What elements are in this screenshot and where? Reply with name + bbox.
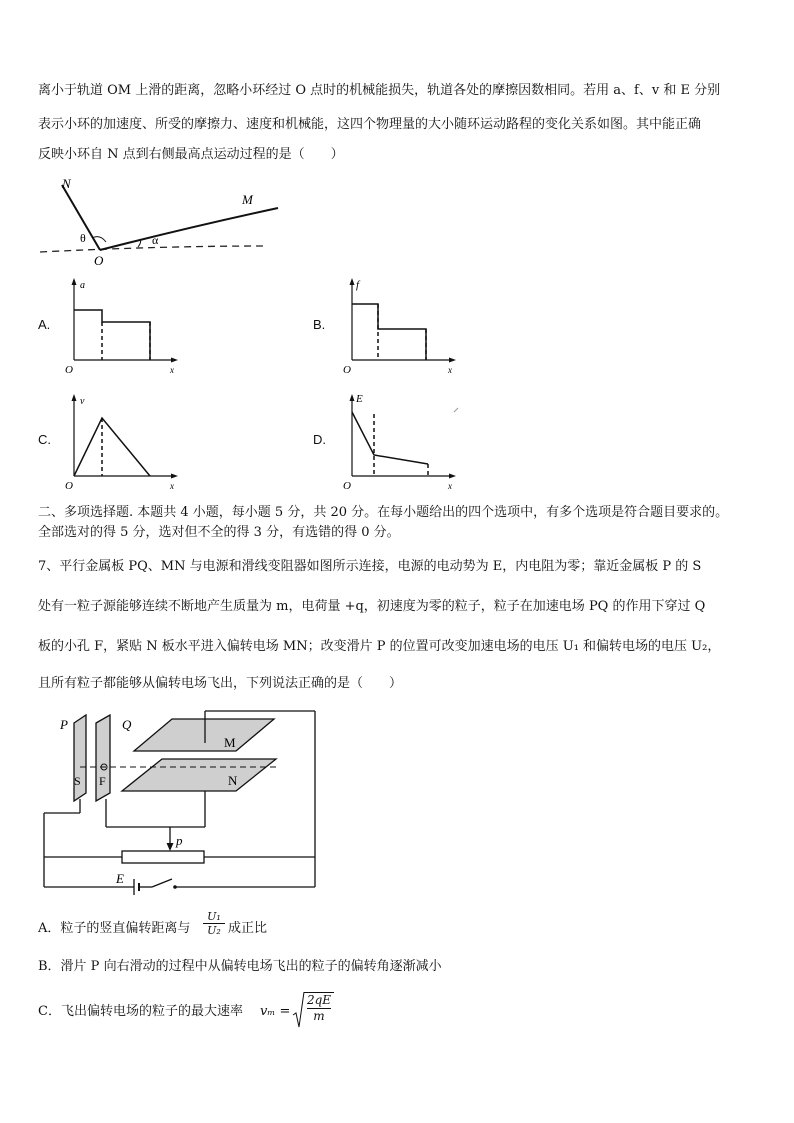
q7-option-a-text: A．粒子的竖直偏转距离与 [38,921,191,936]
q7-option-a [38,919,190,939]
q7-option-b: B．滑片 P 向右滑动的过程中从偏转电场飞出的粒子的偏转角逐渐减小 [38,959,442,974]
plate-n [122,759,276,791]
q7-text-line-3: 板的小孔 F，紧贴 N 板水平进入偏转电场 MN；改变滑片 P 的位置可改变加速电场的电压 U₁ 和偏转电场的电压 U₂， [38,639,721,654]
q7-option-c-var: vₘ = [260,1004,291,1019]
svg-text:P: P [60,717,68,732]
section-2-line-1: 二、多项选择题. 本题共 4 小题，每小题 5 分，共 20 分。在每小题给出的四个选项中，有多个选项是符合题目要求的。 [38,505,729,520]
svg-text:S: S [74,774,81,788]
svg-text:E: E [356,393,363,405]
option-c-graph [62,392,182,492]
svg-text:x: x [448,365,452,375]
option-a-label: A. [38,317,51,332]
option-d-label: D. [313,432,326,447]
plate-p [74,715,86,801]
svg-text:O: O [343,480,351,492]
switch [152,879,172,887]
q7-option-c-text: C．飞出偏转电场的粒子的最大速率 [38,1004,243,1019]
section-2-line-2: 全部选对的得 5 分，选对但不全的得 3 分，有选错的得 0 分。 [38,525,400,540]
svg-text:f: f [356,279,360,291]
q7-option-a-suffix: 成正比 [228,921,268,936]
svg-text:O: O [343,364,351,376]
label-alpha: α [152,233,159,247]
track-figure [30,172,290,267]
option-b-label: B. [313,317,326,332]
svg-text:a: a [80,280,85,291]
svg-text:v: v [80,396,85,407]
q6-text-line-2: 表示小环的加速度、所受的摩擦力、速度和机械能，这四个物理量的大小随环运动路程的变化关系如图。其中能正确 [38,117,702,132]
svg-text:F: F [99,774,106,788]
option-a-graph [62,276,182,376]
track-om [100,208,278,250]
q7-text-line-1: 7、平行金属板 PQ、MN 与电源和滑线变阻器如图所示连接，电源的电动势为 E，内电阻为零；靠近金属板 P 的 S [38,559,702,574]
q7-option-c-fraction: 2qE m [304,992,334,1024]
option-b-graph [340,276,460,376]
label-n: N [62,176,71,191]
circuit-figure [38,705,328,895]
q7-text-line-4: 且所有粒子都能够从偏转电场飞出，下列说法正确的是（ ） [38,676,403,691]
label-theta: θ [80,231,86,245]
label-m: M [242,192,253,207]
label-o: O [94,253,104,268]
svg-text:O: O [65,364,73,376]
svg-text:Q: Q [122,717,132,732]
svg-text:p: p [176,833,183,848]
plate-m [134,719,274,751]
svg-text:x: x [170,365,174,375]
svg-text:E: E [116,871,124,886]
q6-text-line-3: 反映小环自 N 点到右侧最高点运动过程的是（ ） [38,147,344,162]
svg-text:M: M [224,735,236,750]
q7-option-a-fraction: U₁ U₂ [203,910,225,938]
rheostat [122,851,204,863]
svg-text:x: x [170,481,174,491]
svg-text:x: x [448,481,452,491]
svg-text:N: N [228,773,238,788]
option-c-label: C. [38,432,51,447]
q6-text-line-1: 离小于轨道 OM 上滑的距离，忽略小环经过 O 点时的机械能损失，轨道各处的摩擦因数相同。若用 a、f、v 和 E 分别 [38,83,721,98]
option-d-graph [340,392,465,492]
q7-text-line-2: 处有一粒子源能够连续不断地产生质量为 m，电荷量 +q，初速度为零的粒子，粒子在加速电场 PQ 的作用下穿过 Q [38,599,706,614]
svg-text:O: O [65,480,73,492]
plate-q [96,715,110,801]
